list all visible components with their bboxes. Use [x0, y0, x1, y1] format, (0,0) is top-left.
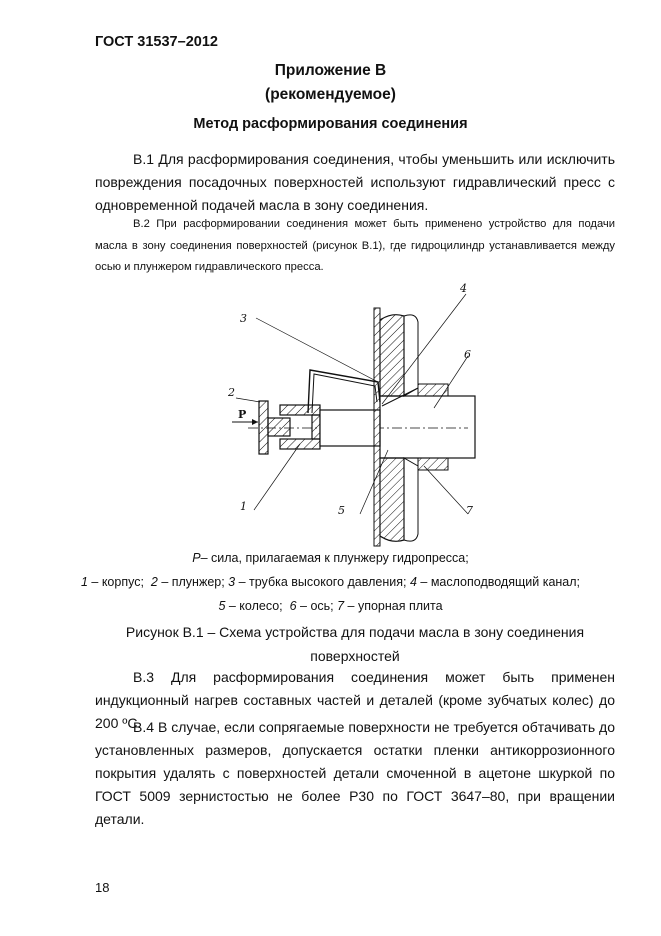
plunger-stem — [268, 418, 290, 436]
wheel-lower-rim — [404, 458, 418, 541]
label-4: 4 — [460, 282, 467, 295]
axle-body — [380, 396, 475, 458]
appendix-title: Приложение В — [274, 62, 387, 79]
appendix-subtitle: Метод расформирования соединения — [193, 116, 468, 132]
axle-upper-shoulder — [418, 384, 448, 396]
paragraph-b3: В.3 Для расформирования соединения может быть применен индукционный нагрев составных частей и деталей (кроме зубчатых колес) до 200 ºС. — [95, 669, 615, 731]
force-arrow-head — [252, 419, 258, 425]
axle-shaft — [320, 410, 380, 446]
thrust-plate — [374, 308, 380, 546]
figure-legend-parts-1: 1 – корпус; 2 – плунжер; 3 – трубка высокого давления; 4 – маслоподводящий канал; — [80, 575, 581, 589]
figure-caption-line1: Рисунок В.1 – Схема устройства для подачи масла в зону соединения — [125, 624, 585, 640]
appendix-status: (рекомендуемое) — [265, 86, 396, 103]
figure-b1-diagram — [228, 278, 478, 548]
wheel-lower-section — [380, 458, 404, 541]
leader-3 — [256, 318, 378, 382]
body-end-wall — [312, 415, 320, 439]
label-force: P — [238, 408, 247, 421]
label-2: 2 — [228, 386, 235, 399]
document-header-id: ГОСТ 31537–2012 — [95, 34, 218, 50]
leader-6 — [434, 356, 468, 408]
label-3: 3 — [240, 312, 247, 325]
figure-legend-force: Р– сила, прилагаемая к плунжеру гидропресса; — [192, 551, 469, 565]
wheel-upper-section — [380, 315, 404, 396]
figure-legend-parts-2: 5 – колесо; 6 – ось; 7 – упорная плита — [218, 599, 443, 613]
label-7: 7 — [466, 504, 473, 517]
label-6: 6 — [464, 348, 471, 361]
wheel-upper-rim — [404, 315, 418, 396]
leader-7 — [424, 466, 468, 514]
label-5: 5 — [338, 504, 345, 517]
page-number: 18 — [95, 880, 110, 895]
leader-2 — [236, 398, 260, 402]
body-upper-wall — [280, 405, 320, 415]
paragraph-b2: В.2 При расформировании соединения может быть применено устройство для подачи масла в зону соединения поверхностей (рисунок В.1), где гидроцилиндр устанавливается между осью и плунжером гидравлического пресса. — [95, 218, 615, 273]
paragraph-b1: В.1 Для расформирования соединения, чтобы уменьшить или исключить повреждения посадочных поверхностей используют гидравлический пресс с одновременной подачей масла в зону соединения. — [95, 151, 615, 213]
paragraph-b4: В.4 В случае, если сопрягаемые поверхности не требуется обтачивать до установленных размеров, допускается остатки пленки антикоррозионного покрытия удалять с поверхностей детали смоченной в ацетоне шкуркой по ГОСТ 5009 зернистостью не более Р30 по ГОСТ 3647–80, при вращении детали. — [95, 719, 615, 827]
plunger-head — [259, 401, 268, 454]
label-1: 1 — [240, 500, 247, 513]
axle-lower-shoulder — [418, 458, 448, 470]
figure-caption-line2: поверхностей — [310, 648, 400, 664]
